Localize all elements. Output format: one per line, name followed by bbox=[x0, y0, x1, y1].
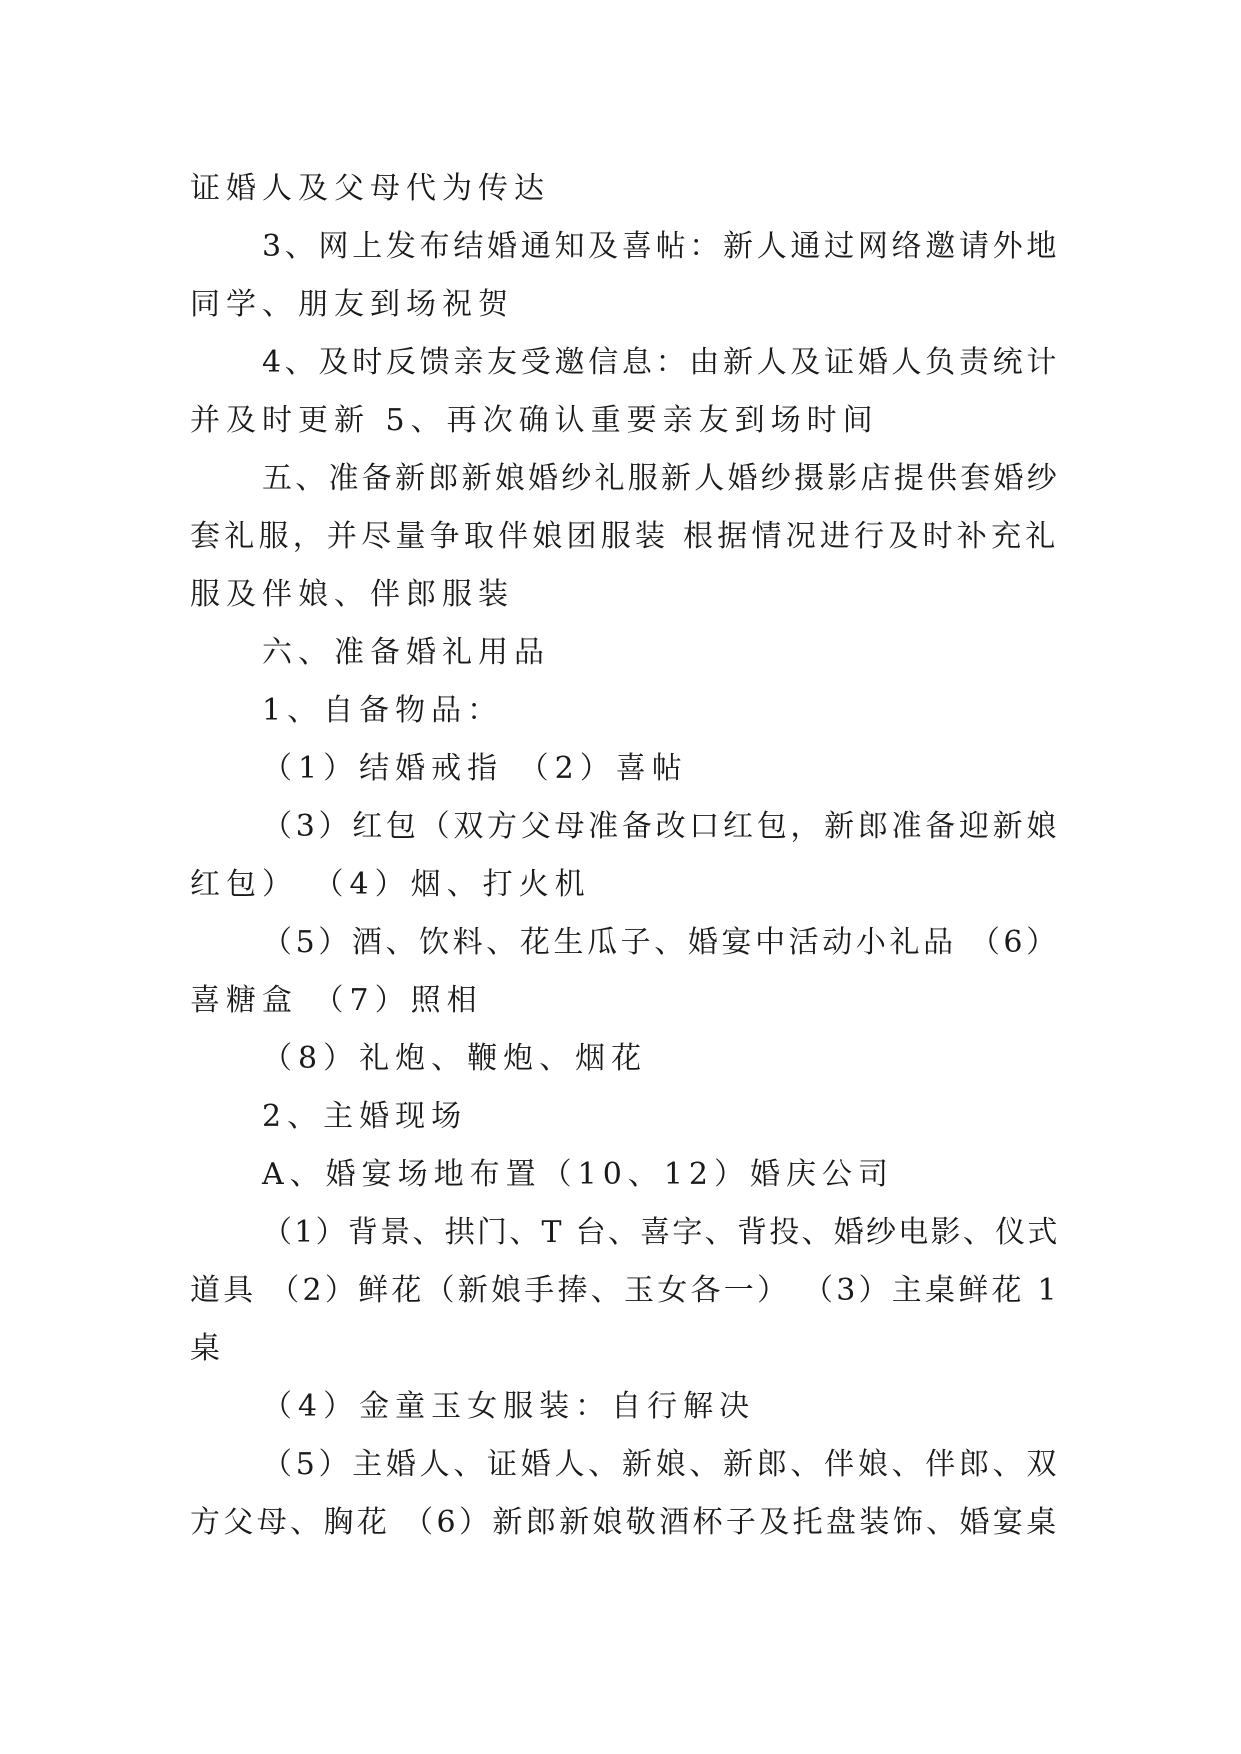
text-line: （5）酒、饮料、花生瓜子、婚宴中活动小礼品 （6） bbox=[262, 925, 1060, 960]
text-line: 道具 （2）鲜花（新娘手捧、玉女各一） （3）主桌鲜花 1 bbox=[190, 1273, 1060, 1308]
text-line: （3）红包（双方父母准备改口红包，新郎准备迎新娘 bbox=[262, 809, 1061, 844]
text-line: 并及时更新 5、再次确认重要亲友到场时间 bbox=[190, 403, 879, 438]
text-line: 五、准备新郎新娘婚纱礼服新人婚纱摄影店提供套婚纱 bbox=[262, 461, 1060, 496]
text-line: 六、准备婚礼用品 bbox=[262, 635, 550, 670]
text-line: 1、自备物品： bbox=[262, 693, 504, 728]
text-line: 3、网上发布结婚通知及喜帖：新人通过网络邀请外地 bbox=[262, 229, 1061, 264]
text-line: （4）金童玉女服装：自行解决 bbox=[262, 1389, 756, 1424]
text-line: （1）结婚戒指 （2）喜帖 bbox=[262, 751, 688, 786]
text-line: 2、主婚现场 bbox=[262, 1099, 468, 1134]
text-line: 服及伴娘、伴郎服装 bbox=[190, 577, 514, 612]
text-line: 4、及时反馈亲友受邀信息：由新人及证婚人负责统计 bbox=[262, 345, 1061, 380]
text-line: 红包） （4）烟、打火机 bbox=[190, 867, 591, 902]
document-body bbox=[190, 160, 1060, 1552]
text-line: A、婚宴场地布置（10、12）婚庆公司 bbox=[262, 1157, 895, 1192]
text-line: 套礼服，并尽量争取伴娘团服装 根据情况进行及时补充礼 bbox=[190, 519, 1060, 554]
text-line: （1）背景、拱门、T 台、喜字、背投、婚纱电影、仪式 bbox=[262, 1215, 1060, 1250]
text-line: （5）主婚人、证婚人、新娘、新郎、伴娘、伴郎、双 bbox=[262, 1447, 1061, 1482]
text-line: 桌 bbox=[190, 1331, 226, 1366]
text-line: 同学、朋友到场祝贺 bbox=[190, 287, 514, 322]
text-line: 喜糖盒 （7）照相 bbox=[190, 983, 483, 1018]
text-line: 证婚人及父母代为传达 bbox=[190, 171, 550, 206]
text-line: （8）礼炮、鞭炮、烟花 bbox=[262, 1041, 648, 1076]
text-line: 方父母、胸花 （6）新郎新娘敬酒杯子及托盘装饰、婚宴桌 bbox=[190, 1505, 1060, 1540]
